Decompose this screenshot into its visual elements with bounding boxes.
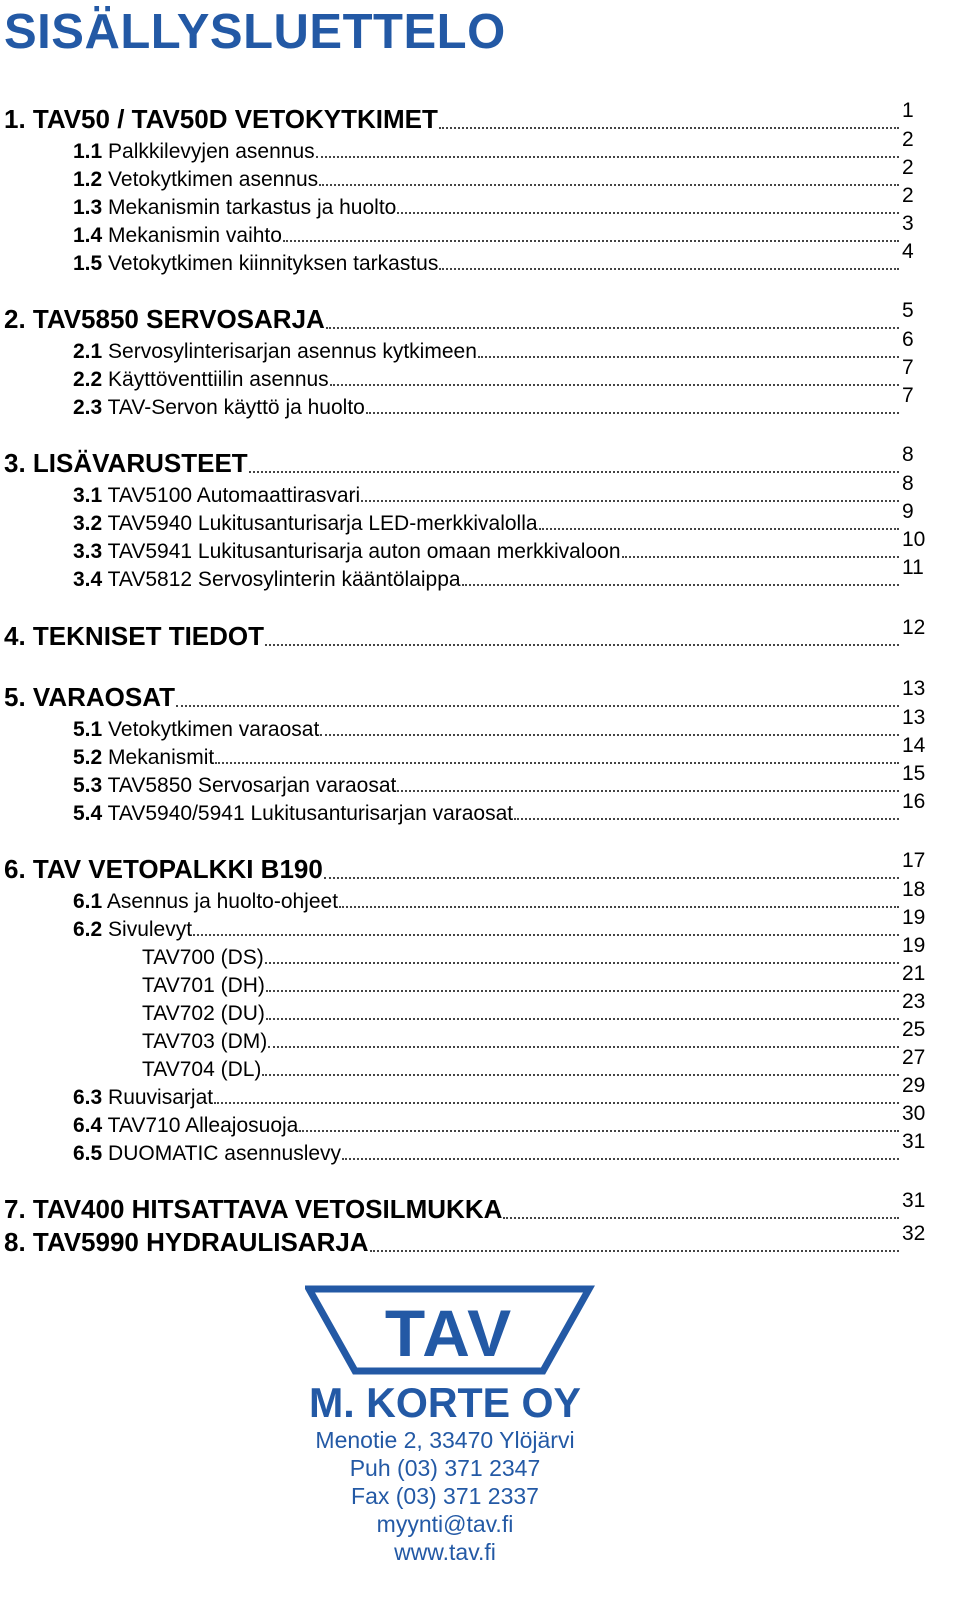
- toc-page-number: 32: [902, 1222, 926, 1245]
- toc-page-number: 31: [902, 1189, 926, 1212]
- logo-brand-text: TAV: [384, 1296, 514, 1370]
- toc-entry[interactable]: [73, 384, 914, 420]
- toc-entry[interactable]: [73, 472, 914, 508]
- toc-number: 1.5: [73, 252, 103, 275]
- toc-label: Mekanismin tarkastus ja huolto: [102, 196, 397, 219]
- dot-leader: [361, 500, 899, 502]
- toc-page-number: 13: [902, 677, 926, 700]
- dot-leader: [366, 412, 899, 414]
- toc-page-number: 23: [902, 990, 926, 1013]
- toc-page-number: 1: [902, 99, 914, 122]
- toc-page-number: 2: [902, 156, 914, 179]
- toc-page-number: 29: [902, 1074, 926, 1097]
- dot-leader: [299, 1130, 899, 1132]
- toc-page-number: 21: [902, 962, 926, 985]
- toc-page-number: 7: [902, 384, 914, 407]
- toc-number: 6.4: [73, 1114, 103, 1137]
- dot-leader: [439, 268, 899, 270]
- toc-number: 4.: [4, 621, 26, 651]
- toc-chapter[interactable]: [4, 1189, 926, 1225]
- toc-entry[interactable]: [73, 790, 926, 826]
- toc-entry[interactable]: [73, 706, 926, 742]
- toc-entry[interactable]: [73, 1074, 926, 1110]
- toc-label: TAV5941 Lukitusanturisarja auton omaan merkkivaloon: [102, 540, 621, 563]
- toc-label: TAV5940 Lukitusanturisarja LED-merkkivalolla: [102, 512, 538, 535]
- toc-label: TAV710 Alleajosuoja: [102, 1114, 299, 1137]
- toc-page-number: 2: [902, 184, 914, 207]
- toc-number: 5.3: [73, 774, 103, 797]
- toc-label: TAV5940/5941 Lukitusanturisarjan varaosat: [102, 802, 514, 825]
- contact-fax: Fax (03) 371 2337: [351, 1483, 539, 1509]
- logo-company-text: M. KORTE OY: [309, 1379, 581, 1426]
- toc-page-number: 15: [902, 762, 926, 785]
- dot-leader: [339, 906, 899, 908]
- toc-label: TAV VETOPALKKI B190: [25, 854, 323, 884]
- toc-number: 3.3: [73, 540, 103, 563]
- toc-page-number: 27: [902, 1046, 926, 1069]
- dot-leader: [439, 127, 899, 129]
- dot-leader: [266, 990, 899, 992]
- toc-number: 1.: [4, 104, 26, 134]
- dot-leader: [215, 762, 899, 764]
- toc-number: 6.2: [73, 918, 103, 941]
- toc-number: 6.5: [73, 1142, 103, 1165]
- toc-entry[interactable]: [73, 878, 926, 914]
- toc-page-number: 12: [902, 616, 926, 639]
- dot-leader: [462, 584, 899, 586]
- toc-page-number: 31: [902, 1130, 926, 1153]
- toc-entry[interactable]: [73, 212, 914, 248]
- toc-number: 7.: [4, 1194, 26, 1224]
- toc-number: 3.1: [73, 484, 103, 507]
- dot-leader: [320, 734, 899, 736]
- toc-label: TAV5990 HYDRAULISARJA: [25, 1227, 369, 1257]
- toc-number: 2.: [4, 304, 26, 334]
- toc-entry[interactable]: [73, 128, 914, 164]
- toc-page-number: 9: [902, 500, 914, 523]
- toc-number: 3.4: [73, 568, 103, 591]
- dot-leader: [397, 212, 899, 214]
- toc-label: Asennus ja huolto-ohjeet: [102, 890, 339, 913]
- toc-page-number: 2: [902, 128, 914, 151]
- toc-number: 2.1: [73, 340, 103, 363]
- toc-label: DUOMATIC asennuslevy: [102, 1142, 342, 1165]
- toc-page-number: 16: [902, 790, 926, 813]
- toc-chapter[interactable]: [4, 677, 926, 713]
- toc-entry[interactable]: [142, 990, 926, 1026]
- toc-label: VARAOSAT: [25, 682, 175, 712]
- toc-page-number: 30: [902, 1102, 926, 1125]
- toc-page-number: 8: [902, 443, 914, 466]
- toc-label: Servosylinterisarjan asennus kytkimeen: [102, 340, 477, 363]
- dot-leader: [330, 384, 899, 386]
- toc-label: Käyttöventtiilin asennus: [102, 368, 329, 391]
- toc-label: TAV704 (DL): [142, 1058, 262, 1081]
- toc-number: 1.2: [73, 168, 103, 191]
- toc-label: TAV50 / TAV50D VETOKYTKIMET: [25, 104, 438, 134]
- dot-leader: [262, 1074, 899, 1076]
- toc-page-number: 4: [902, 240, 914, 263]
- dot-leader: [265, 644, 899, 646]
- toc-page-number: 17: [902, 849, 926, 872]
- toc-chapter[interactable]: [4, 99, 914, 135]
- toc-entry[interactable]: [73, 500, 914, 536]
- contact-web[interactable]: www.tav.fi: [394, 1539, 496, 1565]
- toc-entry[interactable]: [73, 906, 926, 942]
- toc-page-number: 11: [902, 556, 924, 579]
- toc-entry[interactable]: [73, 156, 914, 192]
- toc-number: 6.: [4, 854, 26, 884]
- toc-chapter[interactable]: [4, 849, 926, 885]
- toc-number: 1.4: [73, 224, 103, 247]
- toc-number: 6.3: [73, 1086, 103, 1109]
- toc-page-number: 3: [902, 212, 914, 235]
- toc-page-number: 18: [902, 878, 926, 901]
- toc-label: TAV5100 Automaattirasvari: [102, 484, 361, 507]
- contact-phone: Puh (03) 371 2347: [349, 1455, 541, 1481]
- toc-page-number: 13: [902, 706, 926, 729]
- toc-entry[interactable]: [73, 762, 926, 798]
- dot-leader: [326, 327, 899, 329]
- toc-label: TAV703 (DM): [142, 1030, 268, 1053]
- toc-label: Mekanismit: [102, 746, 215, 769]
- toc-chapter[interactable]: [4, 1222, 926, 1258]
- toc-number: 3.: [4, 448, 26, 478]
- toc-chapter[interactable]: [4, 299, 914, 335]
- toc-label: TAV-Servon käyttö ja huolto: [102, 396, 365, 419]
- dot-leader: [622, 556, 900, 558]
- toc-number: 1.1: [73, 140, 103, 163]
- toc-label: TEKNISET TIEDOT: [25, 621, 265, 651]
- dot-leader: [324, 877, 899, 879]
- toc-page-number: 19: [902, 906, 926, 929]
- dot-leader: [539, 528, 899, 530]
- tav-logo: [305, 1285, 595, 1435]
- page-title: SISÄLLYSLUETTELO: [4, 5, 506, 59]
- toc-number: 5.2: [73, 746, 103, 769]
- dot-leader: [319, 184, 899, 186]
- toc-entry[interactable]: [73, 528, 926, 564]
- toc-entry[interactable]: [73, 556, 924, 592]
- toc-entry[interactable]: [142, 1046, 926, 1082]
- toc-number: 8.: [4, 1227, 26, 1257]
- toc-label: TAV701 (DH): [142, 974, 265, 997]
- contact-address: Menotie 2, 33470 Ylöjärvi: [315, 1427, 575, 1453]
- toc-label: TAV400 HITSATTAVA VETOSILMUKKA: [25, 1194, 503, 1224]
- dot-leader: [193, 934, 899, 936]
- dot-leader: [316, 156, 899, 158]
- contact-block: [250, 1426, 640, 1566]
- toc-entry[interactable]: [73, 356, 914, 392]
- dot-leader: [478, 356, 899, 358]
- toc-label: TAV700 (DS): [142, 946, 264, 969]
- dot-leader: [265, 962, 899, 964]
- dot-leader: [268, 1046, 899, 1048]
- toc-label: Ruuvisarjat: [102, 1086, 214, 1109]
- toc-entry[interactable]: [73, 1130, 926, 1166]
- dot-leader: [370, 1250, 899, 1252]
- toc-number: 1.3: [73, 196, 103, 219]
- toc-label: Vetokytkimen asennus: [102, 168, 319, 191]
- contact-email[interactable]: myynti@tav.fi: [376, 1511, 514, 1537]
- toc-page-number: 10: [902, 528, 926, 551]
- toc-label: TAV702 (DU): [142, 1002, 265, 1025]
- toc-entry[interactable]: [142, 962, 926, 998]
- dot-leader: [266, 1018, 899, 1020]
- toc-entry[interactable]: [73, 184, 914, 220]
- dot-leader: [176, 705, 899, 707]
- toc-label: Palkkilevyjen asennus: [102, 140, 315, 163]
- toc-label: Mekanismin vaihto: [102, 224, 282, 247]
- toc-number: 5.4: [73, 802, 103, 825]
- toc-page-number: 14: [902, 734, 926, 757]
- dot-leader: [514, 818, 899, 820]
- toc-label: LISÄVARUSTEET: [25, 448, 248, 478]
- toc-entry[interactable]: [73, 734, 926, 770]
- toc-chapter[interactable]: [4, 443, 914, 479]
- toc-number: 2.2: [73, 368, 103, 391]
- toc-page-number: 19: [902, 934, 926, 957]
- toc-number: 6.1: [73, 890, 103, 913]
- toc-entry[interactable]: [73, 328, 914, 364]
- toc-label: Vetokytkimen kiinnityksen tarkastus: [102, 252, 439, 275]
- toc-number: 5.1: [73, 718, 103, 741]
- dot-leader: [397, 790, 899, 792]
- dot-leader: [342, 1158, 899, 1160]
- toc-number: 5.: [4, 682, 26, 712]
- toc-chapter[interactable]: [4, 616, 926, 652]
- dot-leader: [249, 471, 899, 473]
- toc-label: TAV5850 Servosarjan varaosat: [102, 774, 397, 797]
- toc-page-number: 8: [902, 472, 914, 495]
- toc-label: Sivulevyt: [102, 918, 193, 941]
- toc-page-number: 5: [902, 299, 914, 322]
- dot-leader: [283, 240, 899, 242]
- toc-number: 3.2: [73, 512, 103, 535]
- toc-entry[interactable]: [73, 1102, 926, 1138]
- toc-page-number: 6: [902, 328, 914, 351]
- toc-entry[interactable]: [73, 240, 914, 276]
- toc-label: TAV5812 Servosylinterin kääntölaippa: [102, 568, 461, 591]
- toc-entry[interactable]: [142, 1018, 926, 1054]
- toc-label: Vetokytkimen varaosat: [102, 718, 320, 741]
- toc-label: TAV5850 SERVOSARJA: [25, 304, 325, 334]
- toc-entry[interactable]: [142, 934, 926, 970]
- toc-page-number: 25: [902, 1018, 926, 1041]
- toc-number: 2.3: [73, 396, 103, 419]
- toc-page-number: 7: [902, 356, 914, 379]
- dot-leader: [503, 1217, 899, 1219]
- dot-leader: [214, 1102, 899, 1104]
